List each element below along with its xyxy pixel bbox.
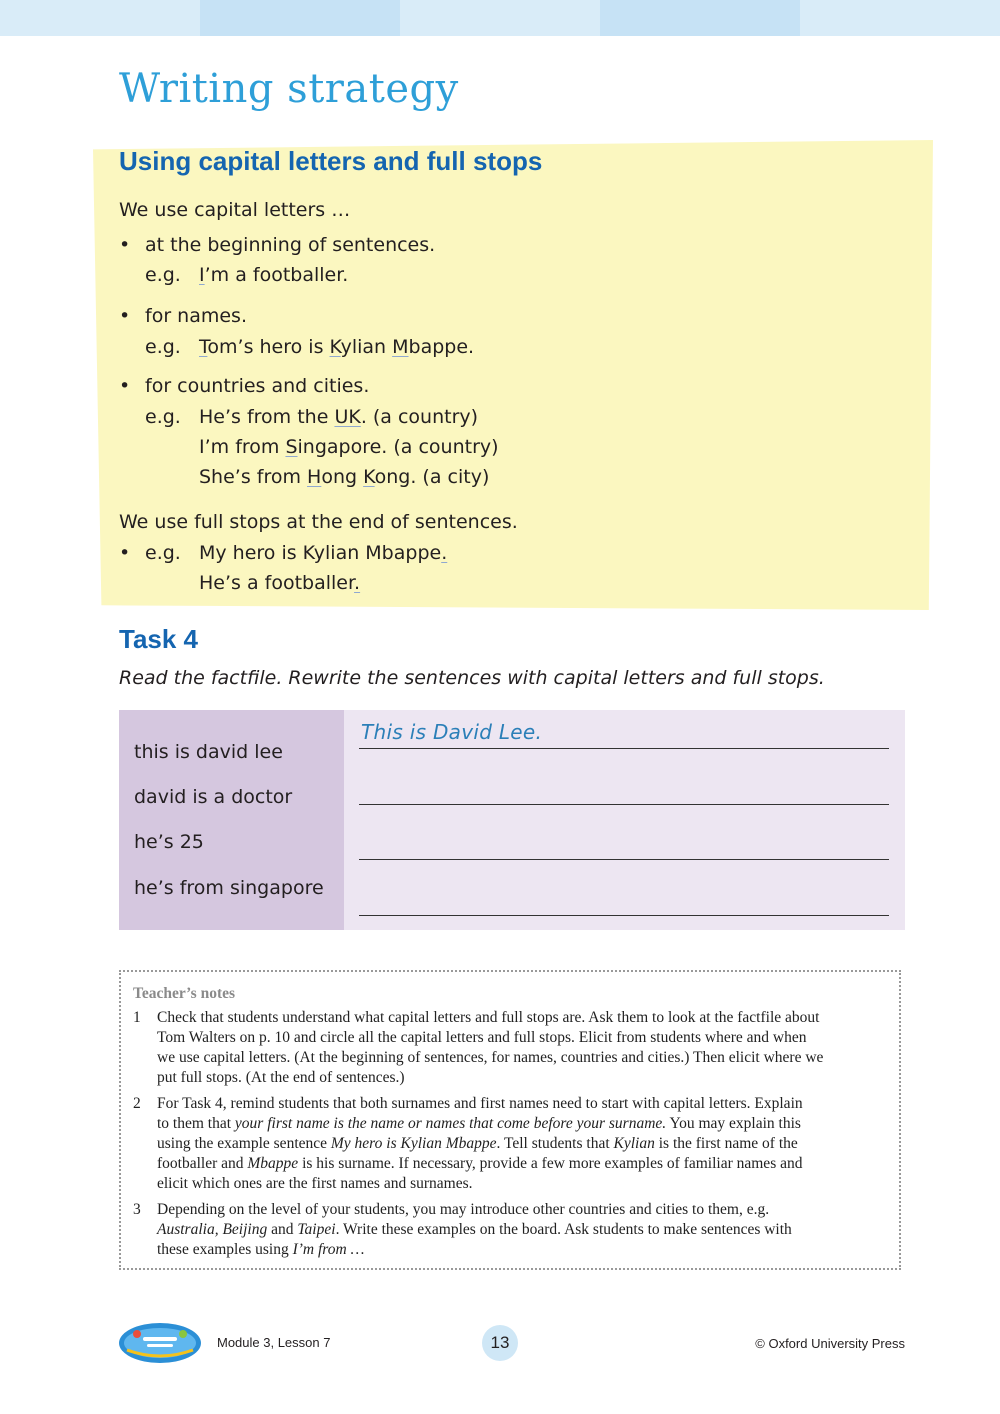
note-number: 3 (133, 1201, 141, 1218)
answer-line[interactable] (359, 915, 889, 916)
teachers-notes (119, 970, 901, 1270)
point-countries: for countries and cities. (145, 375, 370, 397)
example-label: e.g. (145, 406, 181, 428)
answer-line[interactable] (359, 859, 889, 860)
footer-lesson: Module 3, Lesson 7 (217, 1335, 331, 1350)
answer-line[interactable] (359, 804, 889, 805)
capitals-intro: We use capital letters … (119, 199, 351, 221)
example-sentence: He’s from the UK. (a country) (199, 406, 479, 428)
top-decorative-band (0, 0, 1000, 36)
page-number: 13 (482, 1325, 518, 1361)
note-text: For Task 4, remind students that both surnames and first names need to start with capital letters. Explain to them that your first name is the name or names that come before your surname. You may explain this using the example sentence My hero is Kylian Mbappe. Tell students that Kylian is the first name of the footballer and Mbappe is his surname. If necessary, provide a few more examples of familiar names and elicit which ones are the first names and surnames. (157, 1095, 803, 1192)
example-label: e.g. (145, 542, 181, 564)
comprehension-writing-logo-icon (117, 1320, 203, 1366)
bullet: • (119, 234, 131, 256)
example-sentence: He’s a footballer. (199, 572, 361, 594)
point-beginning: at the beginning of sentences. (145, 234, 436, 256)
note-number: 2 (133, 1095, 141, 1112)
bullet: • (119, 305, 131, 327)
fact-item: this is david lee (134, 741, 283, 763)
example-answer: This is David Lee. (361, 720, 543, 744)
example-label: e.g. (145, 264, 181, 286)
note-text: Depending on the level of your students, you may introduce other countries and cities to them, e.g. Australia, Beijing and Taipei. Write these examples on the board. Ask students to make sentences with these examples using I’m from … (157, 1201, 792, 1258)
point-names: for names. (145, 305, 247, 327)
bullet: • (119, 375, 131, 397)
factfile-panel (119, 710, 344, 930)
full-stops-intro: We use full stops at the end of sentences. (119, 511, 518, 533)
example-sentence: She’s from Hong Kong. (a city) (199, 466, 490, 488)
example-label: e.g. (145, 336, 181, 358)
fact-item: he’s from singapore (134, 877, 324, 899)
factfile (119, 710, 905, 930)
example-sentence: My hero is Kylian Mbappe. (199, 542, 448, 564)
bullet: • (119, 542, 131, 564)
task-instruction: Read the factfile. Rewrite the sentences with capital letters and full stops. (119, 667, 825, 689)
strategy-heading: Using capital letters and full stops (119, 146, 543, 176)
footer-copyright: © Oxford University Press (755, 1336, 905, 1351)
note-text: Check that students understand what capital letters and full stops are. Ask them to look at the factfile about Tom Walters on p. 10 and circle all the capital letters and full stops. Elicit from students where and when we use capital letters. (At the beginning of sentences, for names, countries and cities.) Then elicit where we put full stops. (At the end of sentences.) (157, 1009, 824, 1086)
answer-line[interactable] (359, 748, 889, 749)
page-title: Writing strategy (119, 66, 459, 112)
example-sentence: I’m from Singapore. (a country) (199, 436, 499, 458)
example-sentence: I’m a footballer. (199, 264, 349, 286)
note-number: 1 (133, 1009, 141, 1026)
fact-item: he’s 25 (134, 831, 204, 853)
example-sentence: Tom’s hero is Kylian Mbappe. (199, 336, 475, 358)
task-heading: Task 4 (119, 624, 199, 654)
teachers-notes-title: Teacher’s notes (133, 985, 236, 1002)
fact-item: david is a doctor (134, 786, 293, 808)
